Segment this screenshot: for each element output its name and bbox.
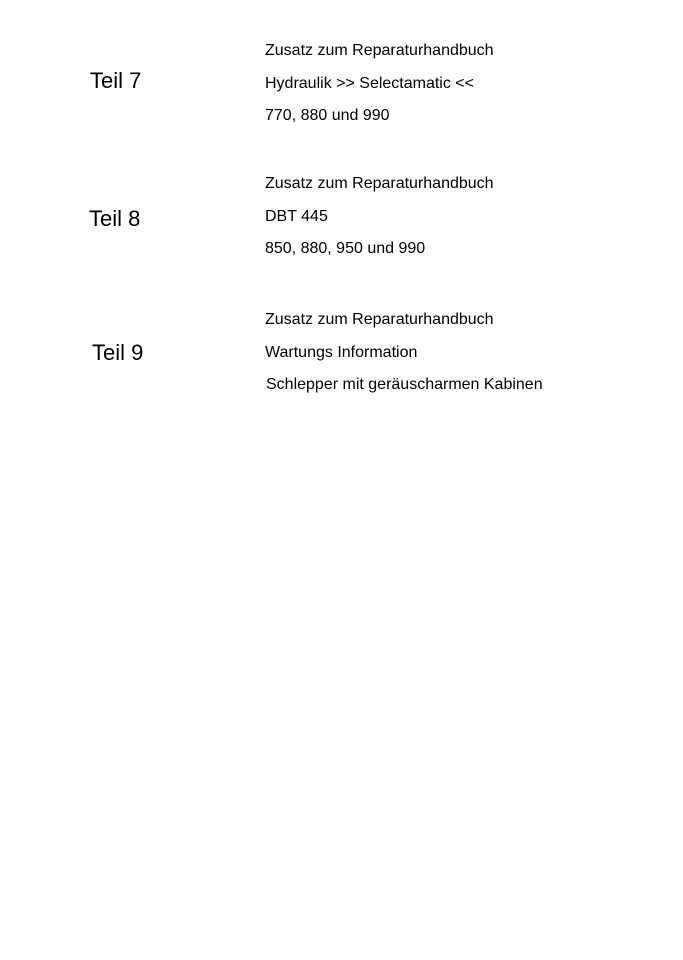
part-description-line: Zusatz zum Reparaturhandbuch — [265, 175, 494, 192]
part-label: Teil 9 — [92, 340, 144, 365]
part-description-line: Zusatz zum Reparaturhandbuch — [265, 311, 494, 328]
part-description-line: 770, 880 und 990 — [265, 107, 390, 124]
part-description-line: 850, 880, 950 und 990 — [265, 240, 426, 257]
part-label: Teil 7 — [90, 68, 142, 93]
part-description-line: DBT 445 — [265, 208, 328, 225]
part-section-7 — [0, 41, 683, 141]
part-description-line: Wartungs Information — [265, 344, 418, 361]
part-label: Teil 8 — [89, 206, 141, 231]
part-description-line: Hydraulik >> Selectamatic << — [265, 75, 474, 92]
part-section-9 — [0, 310, 683, 410]
part-section-8 — [0, 174, 683, 274]
part-description-line: Zusatz zum Reparaturhandbuch — [265, 42, 494, 59]
part-description-line: Schlepper mit geräuscharmen Kabinen — [266, 376, 543, 393]
